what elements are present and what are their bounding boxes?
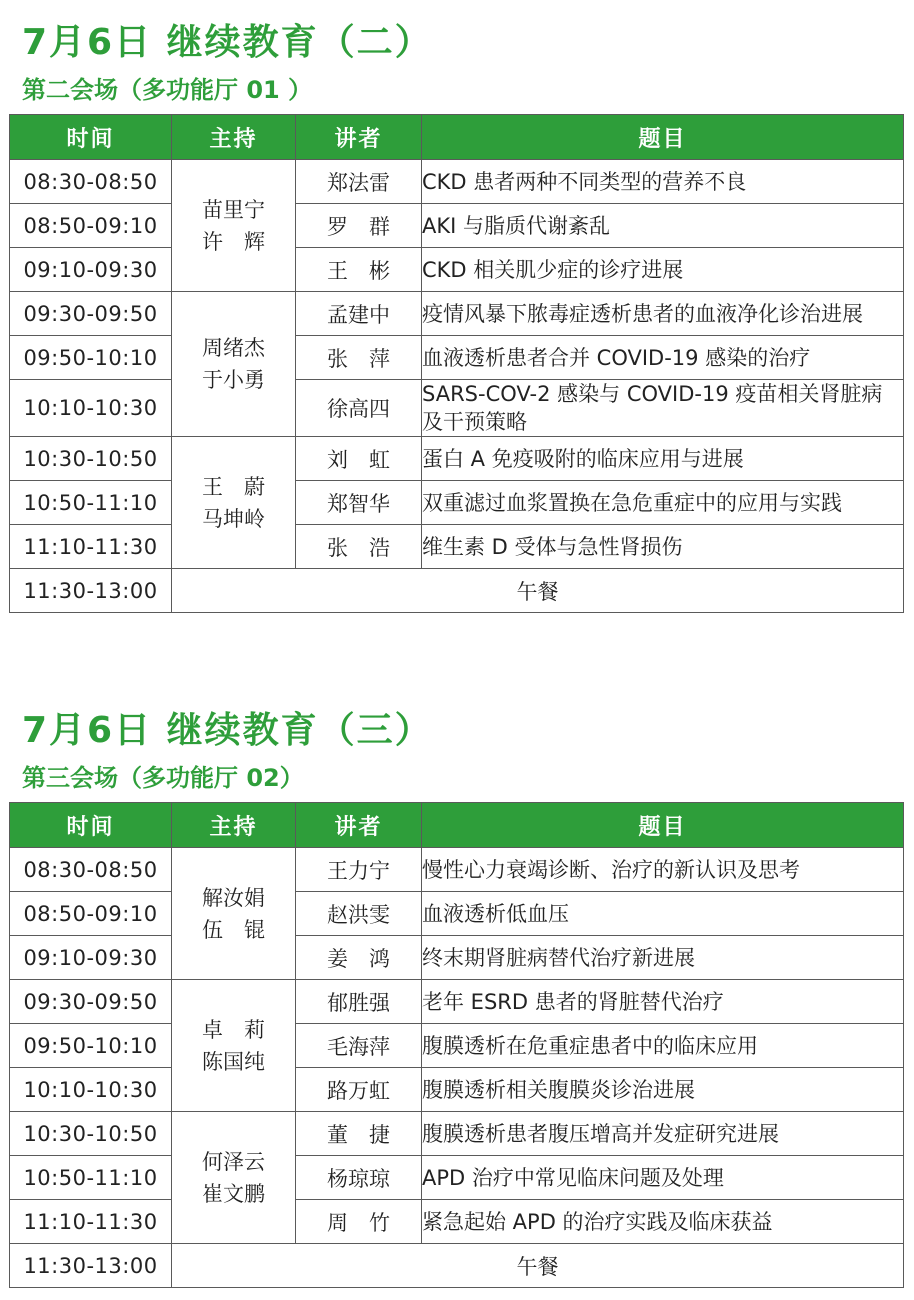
speaker-cell: 王 彬 — [296, 248, 422, 292]
table-row — [10, 1200, 904, 1244]
header-topic: 题目 — [422, 115, 904, 160]
topic-cell: 腹膜透析相关腹膜炎诊治进展 — [422, 1068, 904, 1112]
host-name: 于小勇 — [202, 368, 265, 392]
host-name: 许 辉 — [202, 229, 265, 254]
time-cell: 10:10-10:30 — [10, 1068, 172, 1112]
host-name: 王 蔚 — [202, 474, 265, 499]
time-cell: 10:10-10:30 — [10, 380, 172, 437]
topic-cell: CKD 相关肌少症的诊疗进展 — [422, 248, 904, 292]
header-row — [10, 803, 904, 848]
time-cell: 09:50-10:10 — [10, 1024, 172, 1068]
time-cell: 11:10-11:30 — [10, 525, 172, 569]
session-title: 7月6日 继续教育（三） — [22, 710, 433, 751]
topic-cell: APD 治疗中常见临床问题及处理 — [422, 1156, 904, 1200]
table-row — [10, 980, 904, 1024]
host-name: 解汝娟 — [202, 885, 265, 910]
schedule-table — [9, 802, 904, 1288]
topic-cell: 腹膜透析患者腹压增高并发症研究进展 — [422, 1112, 904, 1156]
time-cell: 08:30-08:50 — [10, 848, 172, 892]
time-cell: 08:50-09:10 — [10, 204, 172, 248]
speaker-cell: 王力宁 — [296, 848, 422, 892]
time-cell: 09:30-09:50 — [10, 980, 172, 1024]
speaker-cell: 徐高四 — [296, 380, 422, 437]
table-row — [10, 525, 904, 569]
table-row — [10, 1112, 904, 1156]
speaker-cell: 杨琼琼 — [296, 1156, 422, 1200]
topic-cell: AKI 与脂质代谢紊乱 — [422, 204, 904, 248]
time-cell: 10:30-10:50 — [10, 1112, 172, 1156]
speaker-cell: 董 捷 — [296, 1112, 422, 1156]
table-row — [10, 380, 904, 437]
table-row — [10, 892, 904, 936]
time-cell: 10:50-11:10 — [10, 481, 172, 525]
topic-cell: 紧急起始 APD 的治疗实践及临床获益 — [422, 1200, 904, 1244]
host-name: 苗里宁 — [202, 197, 265, 222]
speaker-cell: 郑智华 — [296, 481, 422, 525]
table-row — [10, 336, 904, 380]
header-time: 时间 — [10, 803, 172, 848]
table-row — [10, 248, 904, 292]
table-row — [10, 160, 904, 204]
session-venue: 第三会场（多功能厅 02） — [22, 764, 304, 792]
time-cell: 09:30-09:50 — [10, 292, 172, 336]
header-row — [10, 115, 904, 160]
table-row — [10, 481, 904, 525]
topic-cell: 双重滤过血浆置换在急危重症中的应用与实践 — [422, 481, 904, 525]
topic-cell: 血液透析患者合并 COVID-19 感染的治疗 — [422, 336, 904, 380]
time-cell: 08:30-08:50 — [10, 160, 172, 204]
time-cell: 09:50-10:10 — [10, 336, 172, 380]
speaker-cell: 张 浩 — [296, 525, 422, 569]
host-cell — [172, 980, 296, 1112]
table-row — [10, 1068, 904, 1112]
time-cell: 11:10-11:30 — [10, 1200, 172, 1244]
schedule-table — [9, 114, 904, 613]
host-name: 崔文鹏 — [202, 1181, 265, 1206]
lunch-row — [10, 1244, 904, 1288]
header-host: 主持 — [172, 803, 296, 848]
table-row — [10, 1024, 904, 1068]
topic-cell: 老年 ESRD 患者的肾脏替代治疗 — [422, 980, 904, 1024]
topic-cell: SARS-COV-2 感染与 COVID-19 疫苗相关肾脏病及干预策略 — [422, 380, 904, 437]
topic-cell: 蛋白 A 免疫吸附的临床应用与进展 — [422, 437, 904, 481]
table-row — [10, 848, 904, 892]
topic-cell: 血液透析低血压 — [422, 892, 904, 936]
time-cell: 10:50-11:10 — [10, 1156, 172, 1200]
host-cell — [172, 1112, 296, 1244]
time-cell: 11:30-13:00 — [10, 569, 172, 613]
speaker-cell: 罗 群 — [296, 204, 422, 248]
table-row — [10, 204, 904, 248]
host-name: 陈国纯 — [202, 1049, 265, 1074]
speaker-cell: 郑法雷 — [296, 160, 422, 204]
speaker-cell: 孟建中 — [296, 292, 422, 336]
lunch-label: 午餐 — [172, 1244, 904, 1288]
time-cell: 09:10-09:30 — [10, 248, 172, 292]
speaker-cell: 路万虹 — [296, 1068, 422, 1112]
time-cell: 11:30-13:00 — [10, 1244, 172, 1288]
topic-cell: 慢性心力衰竭诊断、治疗的新认识及思考 — [422, 848, 904, 892]
time-cell: 09:10-09:30 — [10, 936, 172, 980]
lunch-label: 午餐 — [172, 569, 904, 613]
host-name: 马坤岭 — [202, 506, 265, 531]
speaker-cell: 刘 虹 — [296, 437, 422, 481]
host-cell — [172, 160, 296, 292]
host-name: 伍 锟 — [202, 917, 265, 942]
header-topic: 题目 — [422, 803, 904, 848]
time-cell: 08:50-09:10 — [10, 892, 172, 936]
header-speaker: 讲者 — [296, 115, 422, 160]
header-host: 主持 — [172, 115, 296, 160]
speaker-cell: 周 竹 — [296, 1200, 422, 1244]
lunch-row — [10, 569, 904, 613]
speaker-cell: 赵洪雯 — [296, 892, 422, 936]
host-cell — [172, 292, 296, 437]
table-row — [10, 1156, 904, 1200]
topic-cell: 终末期肾脏病替代治疗新进展 — [422, 936, 904, 980]
time-cell: 10:30-10:50 — [10, 437, 172, 481]
speaker-cell: 郁胜强 — [296, 980, 422, 1024]
session-title: 7月6日 继续教育（二） — [22, 22, 433, 63]
speaker-cell: 毛海萍 — [296, 1024, 422, 1068]
topic-cell: 维生素 D 受体与急性肾损伤 — [422, 525, 904, 569]
host-name: 周绪杰 — [202, 336, 265, 360]
table-row — [10, 292, 904, 336]
session-venue: 第二会场（多功能厅 01 ） — [22, 76, 313, 104]
speaker-cell: 姜 鸿 — [296, 936, 422, 980]
topic-cell: CKD 患者两种不同类型的营养不良 — [422, 160, 904, 204]
header-speaker: 讲者 — [296, 803, 422, 848]
host-cell — [172, 437, 296, 569]
host-cell — [172, 848, 296, 980]
host-name: 卓 莉 — [202, 1017, 265, 1042]
speaker-cell: 张 萍 — [296, 336, 422, 380]
topic-cell: 疫情风暴下脓毒症透析患者的血液净化诊治进展 — [422, 292, 904, 336]
header-time: 时间 — [10, 115, 172, 160]
topic-cell: 腹膜透析在危重症患者中的临床应用 — [422, 1024, 904, 1068]
host-name: 何泽云 — [202, 1149, 265, 1174]
table-row — [10, 936, 904, 980]
table-row — [10, 437, 904, 481]
